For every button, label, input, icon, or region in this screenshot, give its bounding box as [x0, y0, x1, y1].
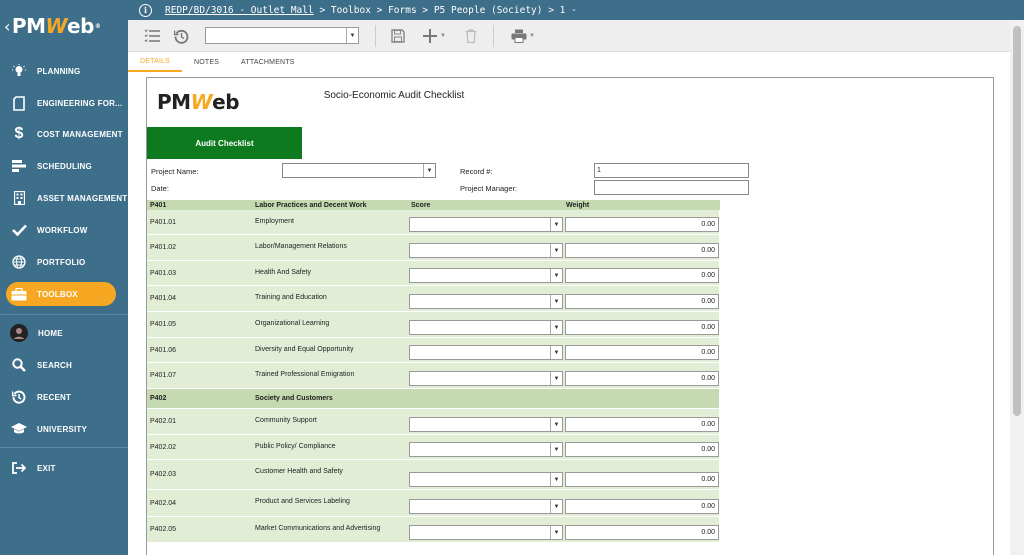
toolbox-icon — [10, 285, 28, 303]
table-cell-code: P401.06 — [147, 338, 253, 363]
back-chevron-icon[interactable]: ‹ — [4, 16, 10, 36]
history-icon[interactable] — [172, 27, 190, 45]
logo-text-w: W — [45, 14, 68, 38]
chevron-down-icon[interactable]: ▼ — [550, 372, 562, 385]
score-select[interactable] — [409, 243, 563, 258]
scrollbar-thumb[interactable] — [1013, 26, 1021, 416]
table-cell-score — [408, 389, 564, 409]
building-icon — [10, 189, 28, 207]
sidebar-item-label: ASSET MANAGEMENT — [37, 193, 128, 203]
breadcrumb — [165, 5, 577, 16]
tab-bar — [128, 52, 1010, 74]
score-select[interactable] — [409, 417, 563, 432]
table-cell-description: Market Communications and Advertising — [252, 517, 409, 543]
tab-notes[interactable]: NOTES — [194, 58, 220, 66]
table-header-code: P401 — [147, 200, 253, 210]
sidebar-divider — [0, 314, 128, 315]
table-cell-code: P401.02 — [147, 235, 253, 261]
sidebar-item-label: SEARCH — [37, 360, 72, 370]
add-icon[interactable] — [420, 27, 448, 45]
chevron-down-icon[interactable]: ▼ — [423, 164, 435, 177]
table-cell-weight — [563, 389, 720, 409]
sidebar-item-label: WORKFLOW — [37, 225, 88, 235]
sidebar-item-label: COST MANAGEMENT — [37, 129, 123, 139]
list-icon[interactable] — [143, 27, 161, 45]
weight-input[interactable]: 0.00 — [565, 472, 719, 487]
delete-icon[interactable] — [462, 27, 480, 45]
weight-input[interactable]: 0.00 — [565, 442, 719, 457]
sidebar-item-label: UNIVERSITY — [37, 424, 88, 434]
score-select[interactable] — [409, 525, 563, 540]
table-cell-code: P402.04 — [147, 490, 253, 517]
table-cell-code: P401.03 — [147, 261, 253, 286]
chevron-down-icon[interactable]: ▼ — [550, 244, 562, 257]
date-label: Date: — [151, 184, 169, 193]
toolbar-separator — [493, 25, 494, 47]
logo-text-w: W — [190, 90, 213, 114]
logo-text-eb: eb — [212, 90, 240, 114]
table-cell-description: Diversity and Equal Opportunity — [252, 338, 409, 363]
project-name-select[interactable] — [282, 163, 436, 178]
save-icon[interactable] — [389, 27, 407, 45]
score-select[interactable] — [409, 320, 563, 335]
table-cell-code: P402.05 — [147, 517, 253, 543]
table-cell-code: P402 — [147, 389, 253, 409]
toolbar — [128, 20, 1010, 52]
chevron-down-icon[interactable]: ▼ — [550, 418, 562, 431]
chevron-down-icon[interactable]: ▼ — [550, 321, 562, 334]
logo-text-eb: eb — [67, 14, 94, 38]
sidebar-item-cost-management[interactable] — [0, 120, 128, 148]
score-select[interactable] — [409, 268, 563, 283]
weight-input[interactable]: 0.00 — [565, 499, 719, 514]
chevron-down-icon[interactable]: ▼ — [550, 295, 562, 308]
toolbar-separator — [375, 25, 376, 47]
breadcrumb-path: > Toolbox > Forms > P5 People (Society) > 1 - — [313, 4, 577, 16]
logo-text-pm: PM — [157, 90, 191, 114]
table-header-score: Score — [408, 200, 564, 210]
table-cell-description: Trained Professional Emigration — [252, 363, 409, 389]
document-icon — [10, 94, 28, 112]
weight-input[interactable]: 0.00 — [565, 320, 719, 335]
record-select[interactable] — [205, 27, 359, 44]
record-number-label: Record #: — [460, 167, 493, 176]
tab-details[interactable]: DETAILS — [128, 52, 182, 72]
table-cell-description: Product and Services Labeling — [252, 490, 409, 517]
graduation-cap-icon — [10, 420, 28, 438]
sidebar-item-label: ENGINEERING FOR... — [37, 98, 123, 108]
table-cell-description: Labor/Management Relations — [252, 235, 409, 261]
weight-input[interactable]: 0.00 — [565, 294, 719, 309]
table-cell-description: Employment — [252, 210, 409, 235]
sidebar-item-recent[interactable] — [0, 383, 128, 411]
table-header-description: Labor Practices and Decent Work — [252, 200, 408, 210]
sidebar-item-label: HOME — [38, 328, 63, 338]
tab-attachments[interactable]: ATTACHMENTS — [241, 58, 295, 66]
lightbulb-icon — [10, 62, 28, 80]
table-cell-code: P402.01 — [147, 409, 253, 435]
info-icon[interactable]: i — [139, 4, 152, 17]
chevron-down-icon[interactable]: ▼ — [346, 28, 358, 43]
score-select[interactable] — [409, 499, 563, 514]
sidebar-item-label: SCHEDULING — [37, 161, 92, 171]
table-cell-description: Public Policy/ Compliance — [252, 435, 409, 460]
chevron-down-icon[interactable]: ▼ — [550, 218, 562, 231]
score-select[interactable] — [409, 217, 563, 232]
sidebar-divider — [0, 447, 128, 448]
chevron-down-icon[interactable]: ▼ — [550, 443, 562, 456]
sidebar-item-home[interactable] — [0, 319, 128, 347]
sidebar-item-label: RECENT — [37, 392, 72, 402]
sidebar-item-scheduling[interactable] — [0, 152, 128, 180]
chevron-down-icon[interactable]: ▼ — [550, 346, 562, 359]
table-cell-description: Customer Health and Safety — [252, 460, 409, 490]
sidebar — [0, 0, 128, 555]
search-icon — [10, 356, 28, 374]
checkmark-icon — [10, 221, 28, 239]
print-icon[interactable] — [508, 27, 538, 45]
project-name-label: Project Name: — [151, 167, 199, 176]
exit-icon — [10, 459, 28, 477]
sidebar-item-toolbox[interactable] — [6, 282, 116, 306]
project-manager-input[interactable] — [594, 180, 749, 195]
table-cell-code: P402.03 — [147, 460, 253, 490]
weight-input[interactable]: 0.00 — [565, 345, 719, 360]
sidebar-item-label: PORTFOLIO — [37, 257, 86, 267]
sidebar-item-workflow[interactable] — [0, 216, 128, 244]
score-select[interactable] — [409, 371, 563, 386]
score-select[interactable] — [409, 442, 563, 457]
chevron-down-icon[interactable]: ▼ — [550, 526, 562, 539]
table-cell-code: P401.07 — [147, 363, 253, 389]
top-bar — [128, 0, 1024, 20]
project-manager-label: Project Manager: — [460, 184, 518, 193]
logo-text-pm: PM — [11, 14, 46, 38]
table-cell-code: P401.01 — [147, 210, 253, 235]
table-header-weight: Weight — [563, 200, 720, 210]
score-select[interactable] — [409, 294, 563, 309]
pmweb-logo[interactable] — [0, 0, 128, 52]
form-title: Socio-Economic Audit Checklist — [323, 90, 465, 101]
sidebar-item-label: TOOLBOX — [37, 289, 78, 299]
sidebar-item-search[interactable] — [0, 351, 128, 379]
chevron-down-icon[interactable]: ▼ — [550, 269, 562, 282]
weight-input[interactable]: 0.00 — [565, 217, 719, 232]
table-cell-description: Organizational Learning — [252, 312, 409, 338]
score-select[interactable] — [409, 472, 563, 487]
breadcrumb-project-link[interactable]: REDP/BD/3016 - Outlet Mall — [165, 4, 314, 16]
sidebar-item-asset-management[interactable] — [0, 184, 128, 212]
logo-registered-mark: ® — [94, 22, 101, 30]
sidebar-item-label: PLANNING — [37, 66, 81, 76]
history-icon — [10, 388, 28, 406]
form-container — [146, 77, 994, 555]
sidebar-item-university[interactable] — [0, 415, 128, 443]
table-cell-description: Community Support — [252, 409, 409, 435]
table-cell-code: P402.02 — [147, 435, 253, 460]
chevron-down-icon[interactable]: ▼ — [529, 33, 535, 39]
weight-input[interactable]: 0.00 — [565, 371, 719, 386]
score-select[interactable] — [409, 345, 563, 360]
sidebar-item-exit[interactable] — [0, 454, 128, 482]
vertical-scrollbar[interactable] — [1010, 20, 1024, 555]
weight-input[interactable]: 0.00 — [565, 525, 719, 540]
chevron-down-icon[interactable]: ▼ — [550, 473, 562, 486]
sidebar-item-planning[interactable] — [0, 57, 128, 85]
weight-input[interactable]: 0.00 — [565, 268, 719, 283]
weight-input[interactable]: 0.00 — [565, 243, 719, 258]
table-cell-code: P401.05 — [147, 312, 253, 338]
dollar-icon: $ — [14, 125, 24, 142]
table-cell-description: Health And Safety — [252, 261, 409, 286]
sidebar-item-portfolio[interactable] — [0, 248, 128, 276]
form-pmweb-logo — [157, 90, 239, 114]
chevron-down-icon[interactable]: ▼ — [440, 33, 446, 39]
bars-icon — [10, 157, 28, 175]
sidebar-item-engineering[interactable] — [0, 89, 128, 117]
avatar-icon — [10, 324, 28, 342]
chevron-down-icon[interactable]: ▼ — [550, 500, 562, 513]
weight-input[interactable]: 0.00 — [565, 417, 719, 432]
audit-checklist-banner: Audit Checklist — [147, 127, 302, 159]
record-number-input[interactable]: 1 — [594, 163, 749, 178]
table-cell-code: P401.04 — [147, 286, 253, 312]
sidebar-item-label: EXIT — [37, 463, 56, 473]
table-cell-description: Society and Customers — [252, 389, 409, 409]
globe-icon — [10, 253, 28, 271]
table-cell-description: Training and Education — [252, 286, 409, 312]
